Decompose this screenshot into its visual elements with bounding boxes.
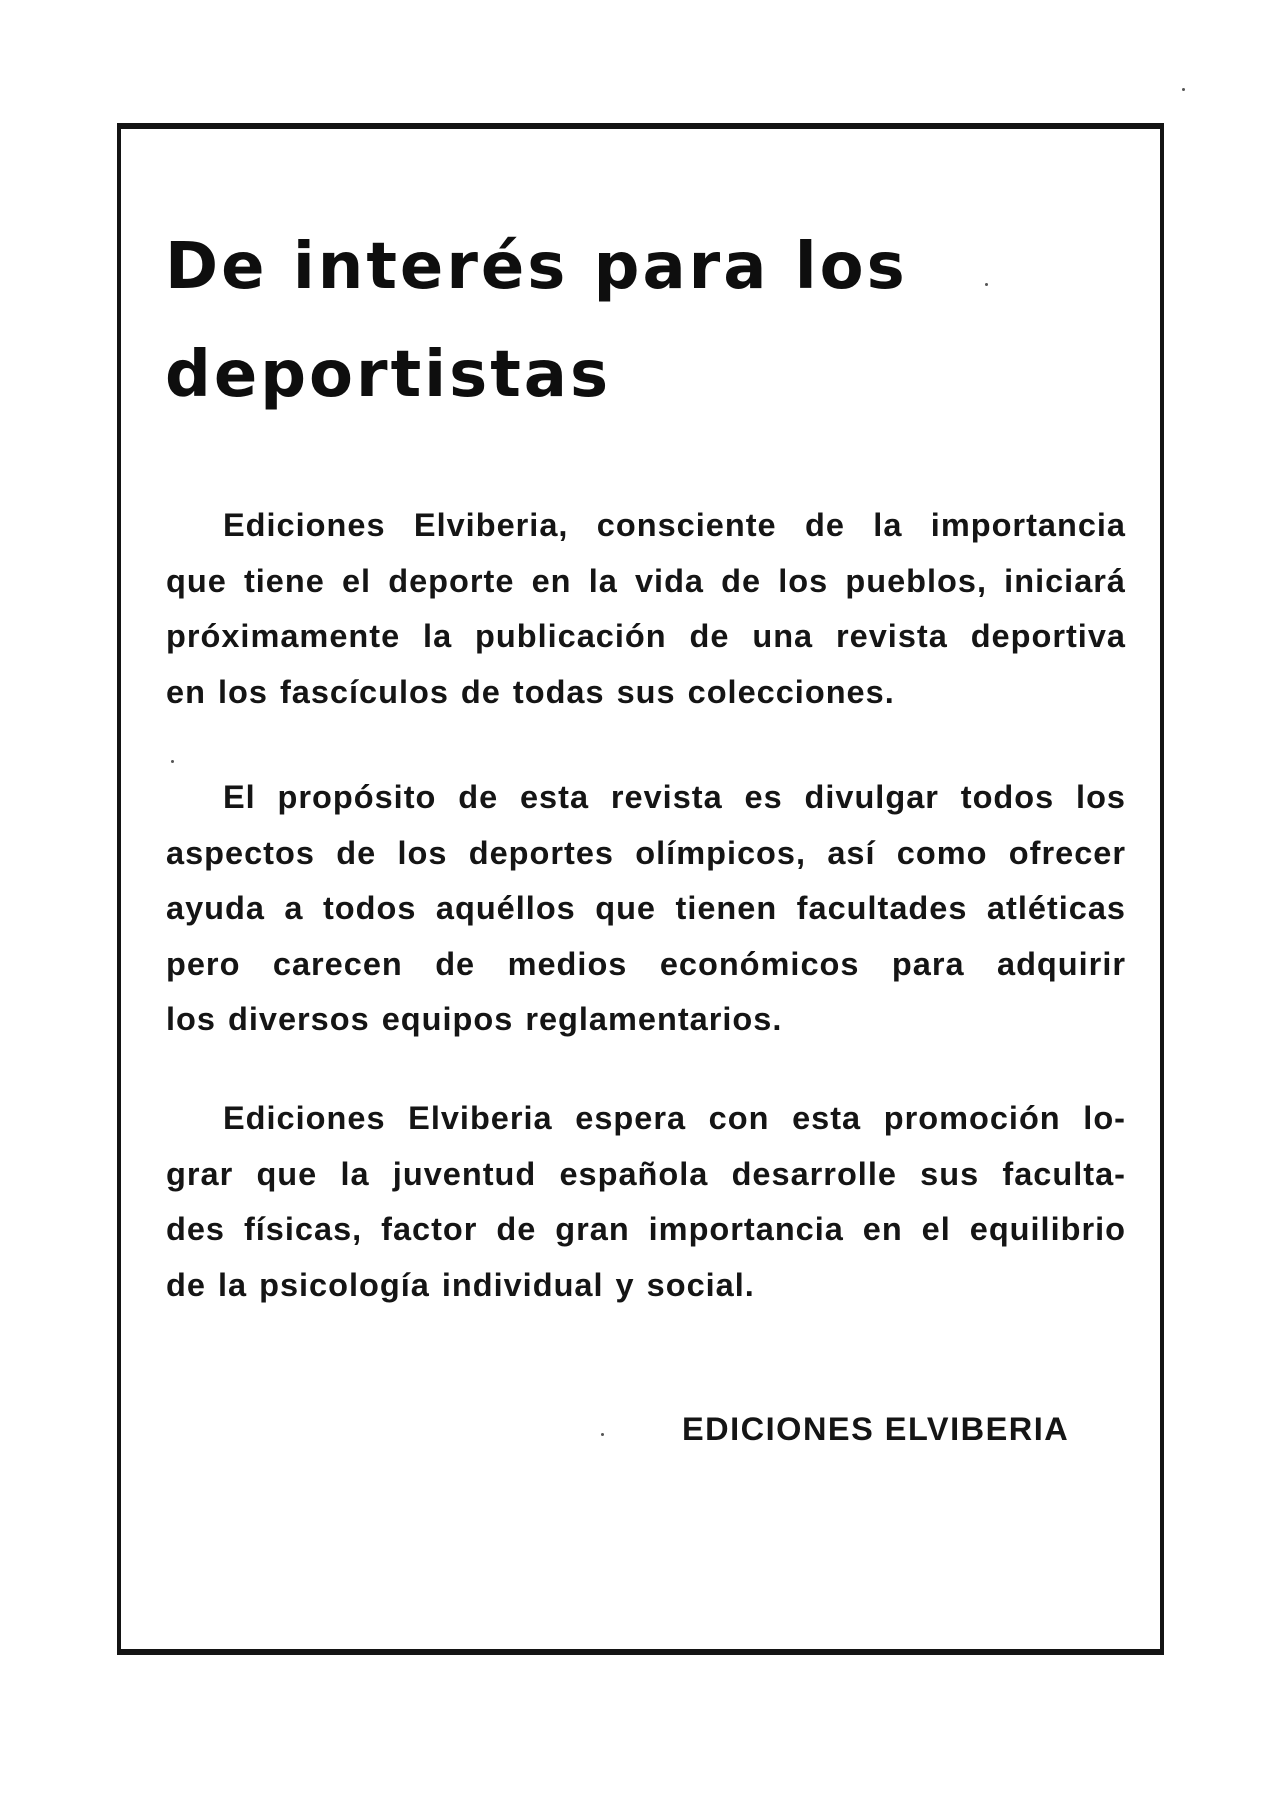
paragraph-line: próximamente la publicación de una revista deportiva <box>166 618 1126 654</box>
paragraph-line: grar que la juventud española desarrolle sus faculta- <box>166 1155 1126 1192</box>
scan-speck <box>1182 88 1185 91</box>
paragraph-2 <box>166 770 1126 1048</box>
paragraph-line: aspectos de los deportes olímpicos, así como ofrecer <box>166 834 1126 871</box>
paragraph-line: en los fascículos de todas sus colecciones. <box>166 673 895 710</box>
paragraph-3 <box>166 1091 1126 1313</box>
paragraph-line: des físicas, factor de gran importancia en el equilibrio <box>166 1211 1126 1247</box>
paragraph-line: Ediciones Elviberia, consciente de la importancia <box>223 507 1126 543</box>
paragraph-line: pero carecen de medios económicos para adquirir <box>166 945 1126 982</box>
title-line-1: De interés para los <box>165 230 908 304</box>
paragraph-line: los diversos equipos reglamentarios. <box>166 1001 783 1037</box>
paragraph-line: ayuda a todos aquéllos que tienen facultades atléticas <box>166 890 1126 926</box>
paragraph-1 <box>166 498 1126 720</box>
paragraph-line: Ediciones Elviberia espera con esta promoción lo- <box>223 1100 1126 1136</box>
page-title <box>165 213 1065 429</box>
title-line-2: deportistas <box>165 338 612 412</box>
scan-speck <box>985 283 988 286</box>
paragraph-line: de la psicología individual y social. <box>166 1266 755 1303</box>
scan-speck <box>601 1433 604 1436</box>
paragraph-line: que tiene el deporte en la vida de los pueblos, iniciará <box>166 562 1126 599</box>
paragraph-line: El propósito de esta revista es divulgar todos los <box>223 779 1126 815</box>
signature: EDICIONES ELVIBERIA <box>682 1411 1070 1447</box>
scan-speck <box>171 760 174 763</box>
